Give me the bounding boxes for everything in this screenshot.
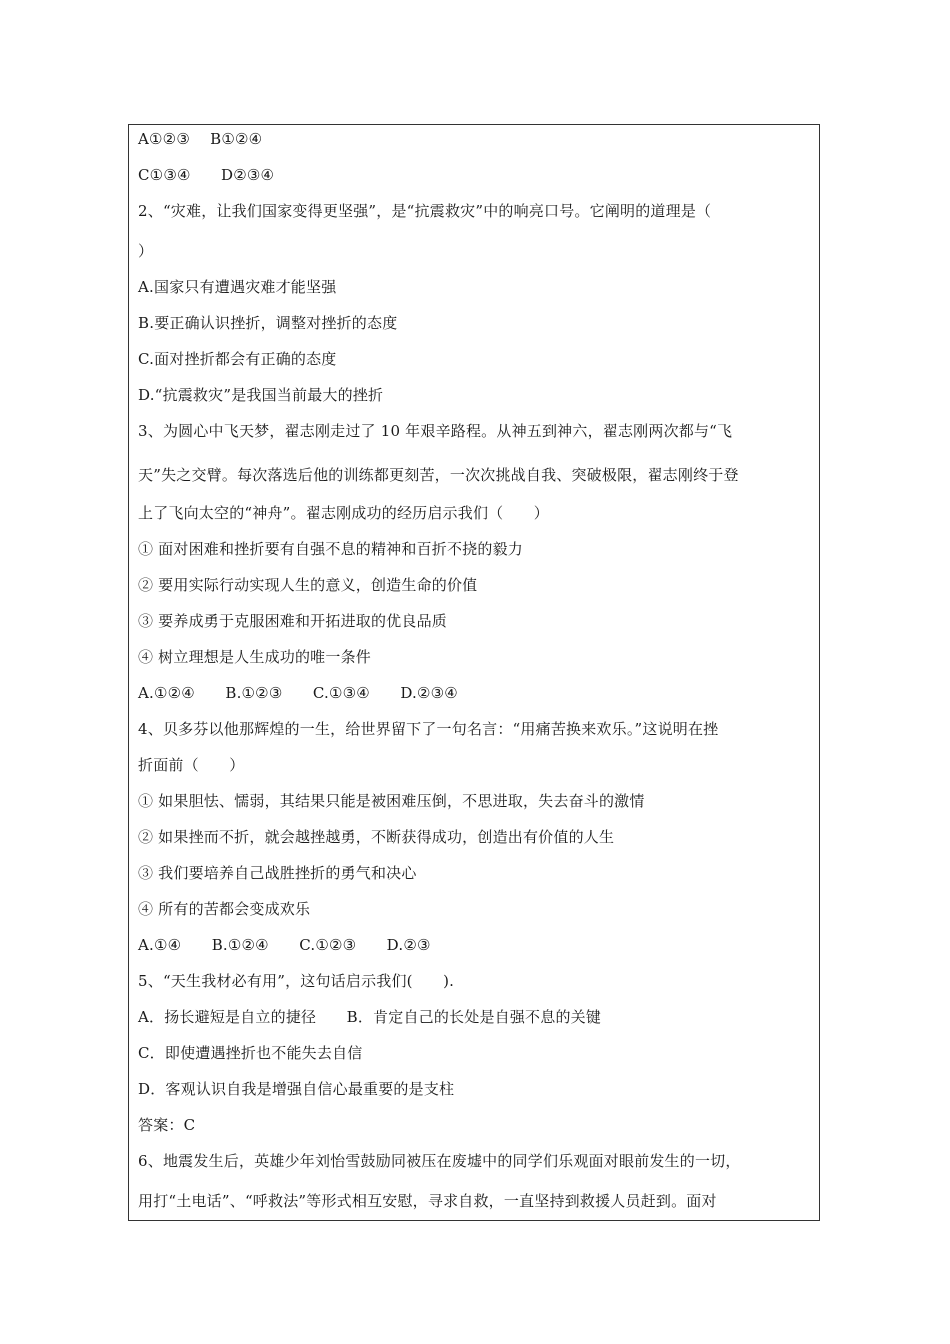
option-c: C.面对挫折都会有正确的态度 xyxy=(138,350,337,368)
statement-3: ③ 要养成勇于克服困难和开拓进取的优良品质 xyxy=(138,612,447,630)
option-d: D．客观认识自我是增强自信心最重要的是支柱 xyxy=(138,1080,455,1098)
question-5-stem: 5、“天生我材必有用”，这句话启示我们( ). xyxy=(138,972,455,990)
option-b: B.要正确认识挫折，调整对挫折的态度 xyxy=(138,314,398,332)
option-d: D.“抗震救灾”是我国当前最大的挫折 xyxy=(138,386,384,404)
statement-4: ④ 树立理想是人生成功的唯一条件 xyxy=(138,648,371,666)
question-table-frame xyxy=(128,124,820,1221)
question-4-stem: 4、贝多芬以他那辉煌的一生，给世界留下了一句名言：“用痛苦换来欢乐。”这说明在挫 xyxy=(138,720,719,738)
options-line: A.①④ B.①②④ C.①②③ D.②③ xyxy=(138,936,431,954)
statement-1: ① 面对困难和挫折要有自强不息的精神和百折不挠的毅力 xyxy=(138,540,523,558)
statement-2: ② 如果挫而不折，就会越挫越勇，不断获得成功，创造出有价值的人生 xyxy=(138,828,615,846)
answer-line: 答案：C xyxy=(138,1116,196,1134)
option-c: C．即使遭遇挫折也不能失去自信 xyxy=(138,1044,363,1062)
statement-2: ② 要用实际行动实现人生的意义，创造生命的价值 xyxy=(138,576,478,594)
question-6-stem: 6、地震发生后，英雄少年刘怡雪鼓励同被压在废墟中的同学们乐观面对眼前发生的一切， xyxy=(138,1152,741,1170)
options-line: A.①②④ B.①②③ C.①③④ D.②③④ xyxy=(138,684,458,702)
statement-1: ① 如果胆怯、懦弱，其结果只能是被困难压倒，不思进取，失去奋斗的激情 xyxy=(138,792,645,810)
option-a: A.国家只有遭遇灾难才能坚强 xyxy=(138,278,337,296)
statement-4: ④ 所有的苦都会变成欢乐 xyxy=(138,900,311,918)
text-line: 折面前（ ） xyxy=(138,756,245,774)
text-line: C①③④ D②③④ xyxy=(138,166,275,184)
question-2-stem: 2、“灾难，让我们国家变得更坚强”，是“抗震救灾”中的响亮口号。它阐明的道理是（ xyxy=(138,202,712,220)
text-line: 用打“土电话”、“呼救法”等形式相互安慰，寻求自救，一直坚持到救援人员赶到。面对 xyxy=(138,1192,717,1210)
options-line: A．扬长避短是自立的捷径 B．肯定自己的长处是自强不息的关键 xyxy=(138,1008,602,1026)
text-line: 天”失之交臂。每次落选后他的训练都更刻苦，一次次挑战自我、突破极限，翟志刚终于登 xyxy=(138,466,739,484)
question-3-stem: 3、为圆心中飞天梦，翟志刚走过了 10 年艰辛路程。从神五到神六，翟志刚两次都与“飞 xyxy=(138,422,733,440)
text-line: ） xyxy=(138,242,154,260)
text-line: 上了飞向太空的“神舟”。翟志刚成功的经历启示我们（ ） xyxy=(138,504,549,522)
text-line: A①②③ B①②④ xyxy=(138,130,263,148)
statement-3: ③ 我们要培养自己战胜挫折的勇气和决心 xyxy=(138,864,417,882)
